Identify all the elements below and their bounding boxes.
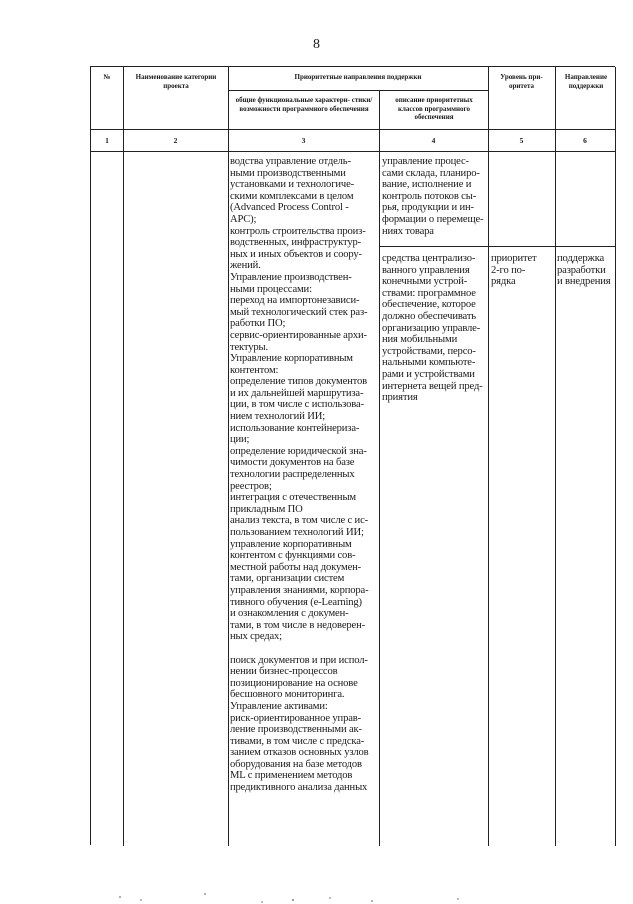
text-line: APC); <box>230 213 257 225</box>
text-line: контроль строительства произ- <box>230 225 366 237</box>
text-line: и ознакомления с докумен- <box>230 608 349 620</box>
text-line: приоритет <box>491 253 537 264</box>
general-characteristics-text <box>230 156 369 794</box>
page-number: 8 <box>313 37 320 52</box>
text-line: контроль потоков сы- <box>382 190 477 202</box>
text-line: ML с применением методов <box>230 770 353 782</box>
text-line: ными производственными <box>230 167 346 179</box>
text-line: Управление производствен- <box>230 271 352 283</box>
text-line: переход на импортонезависи- <box>230 295 360 307</box>
text-line: тивного обучения (e-Learning) <box>230 596 362 608</box>
text-line: обеспечение, которое <box>382 299 476 311</box>
text-line: поиск документов и при испол- <box>230 654 368 666</box>
col-divider <box>123 67 124 846</box>
priority-class-warehouse <box>382 156 483 237</box>
column-number: 2 <box>173 136 178 145</box>
text-line: риск-ориентированное управ- <box>230 712 361 724</box>
text-line: интеграция с отечественным <box>230 492 356 504</box>
text-line: предиктивного анализа данных <box>230 782 368 794</box>
col-divider <box>488 67 489 846</box>
header-priority-classes: описание приоритетных классов программного обеспечения <box>395 96 473 121</box>
text-line: управление процес- <box>382 156 469 167</box>
priority-class-endpoint-management <box>382 253 483 404</box>
text-line: ствами: программное <box>382 287 476 299</box>
text-line: ными процессами: <box>230 283 312 295</box>
text-line: вание, исполнение и <box>382 179 472 191</box>
text-line: нием технологий ИИ; <box>230 411 326 423</box>
text-line: интернета вещей пред- <box>382 380 483 392</box>
text-line: управление корпоративным <box>230 538 352 550</box>
text-line: контентом: <box>230 364 279 376</box>
text-line: ванного управления <box>382 264 470 276</box>
text-line: устройствами, персо- <box>382 345 476 357</box>
text-line: тами, организации систем <box>230 573 345 585</box>
text-line: ниях товара <box>382 225 434 237</box>
text-line: рья, продукции и ин- <box>382 202 474 214</box>
col-divider <box>379 90 380 846</box>
text-line: нении бизнес-процессов <box>230 666 338 678</box>
text-line: организацию управле- <box>382 322 481 334</box>
text-line: и внедрения <box>557 276 611 288</box>
text-line: установками и технологиче- <box>230 179 355 191</box>
header-general-characteristics: общие функциональные характери- стики/ возможности программного обеспечения <box>235 96 373 113</box>
text-line: реестров; <box>230 480 272 492</box>
header-subdivider <box>228 90 488 91</box>
column-number: 6 <box>583 136 587 145</box>
header-bottom-line <box>91 129 616 130</box>
text-line: должно обеспечивать <box>382 310 476 322</box>
text-line: приятия <box>382 392 418 404</box>
text-line: рами и устройствами <box>382 368 475 380</box>
text-line: прикладным ПО <box>230 503 303 515</box>
text-line: тивами, в том числе с предска- <box>230 735 365 747</box>
text-line: нальными компьюте- <box>382 357 476 369</box>
text-line: поддержка <box>557 253 605 264</box>
column-number: 4 <box>431 136 436 145</box>
header-support-direction: Направление поддержки <box>564 73 608 90</box>
text-line: работки ПО; <box>230 318 286 330</box>
col-divider <box>555 67 556 846</box>
text-line: скими комплексами в целом <box>230 190 354 202</box>
text-line: 2-го по- <box>491 264 526 276</box>
text-line: технологии распределенных <box>230 469 355 481</box>
text-line: (Advanced Process Control - <box>230 202 349 214</box>
text-line: пользованием технологий ИИ; <box>230 527 364 538</box>
text-line: тектуры. <box>230 341 268 353</box>
header-priority-level: Уровень при- оритета <box>500 73 543 90</box>
text-line: сервис-ориентированные архи- <box>230 329 367 341</box>
text-line: бесшовного мониторинга. <box>230 689 345 701</box>
text-line: формации о перемеще- <box>382 213 484 225</box>
text-line: ния мобильными <box>382 334 458 346</box>
text-line: водства управление отдель- <box>230 156 351 167</box>
text-line: занием отказов основных узлов <box>230 747 369 759</box>
text-line: управления знаниями, корпора- <box>230 584 369 596</box>
header-number: № <box>103 73 111 81</box>
header-project-category: Наименование категории проекта <box>135 73 217 90</box>
text-line: оборудования на базе методов <box>230 758 362 770</box>
scan-noise <box>0 864 633 904</box>
text-line: конечными устрой- <box>382 276 468 288</box>
text-line: контентом с функциями сов- <box>230 550 356 562</box>
text-line: Управление корпоративным <box>230 353 353 365</box>
text-line: средства централизо- <box>382 253 476 264</box>
column-number: 3 <box>301 136 306 145</box>
text-line <box>230 643 369 655</box>
text-line: водственных, инфраструктур- <box>230 237 362 249</box>
text-line: сами склада, планиро- <box>382 167 480 179</box>
header-priority-directions: Приоритетные направления поддержки <box>294 73 422 81</box>
text-line: Управление активами: <box>230 700 328 712</box>
text-line: рядка <box>491 276 516 288</box>
col-divider <box>228 67 229 846</box>
text-line: использование контейнериза- <box>230 422 360 434</box>
column-number: 1 <box>105 136 109 145</box>
column-number: 5 <box>519 136 524 145</box>
text-line: ных и иных объектов и соору- <box>230 248 362 260</box>
text-line: ление производственными ак- <box>230 724 362 736</box>
text-line: и их дальнейшей маршрутиза- <box>230 387 364 399</box>
text-line: разработки <box>557 264 606 276</box>
column-number-line <box>91 151 616 152</box>
text-line: анализ текста, в том числе с ис- <box>230 515 369 527</box>
text-line: мый технологический стек раз- <box>230 306 368 318</box>
text-line: чимости документов на базе <box>230 457 355 469</box>
text-line: позиционирование на основе <box>230 677 358 689</box>
priority-level-value <box>491 253 537 288</box>
row-divider <box>379 246 616 247</box>
text-line: тами, в том числе в недоверен- <box>230 619 365 631</box>
support-direction-value <box>557 253 611 288</box>
text-line: ных средах; <box>230 631 282 643</box>
text-line: определение типов документов <box>230 376 368 388</box>
text-line: определение юридической зна- <box>230 445 367 457</box>
text-line: жений. <box>230 260 261 272</box>
table-right-edge <box>615 67 616 846</box>
text-line: ции; <box>230 434 250 446</box>
text-line: местной работы над докумен- <box>230 561 362 573</box>
text-line: ции, в том числе с использова- <box>230 399 364 411</box>
